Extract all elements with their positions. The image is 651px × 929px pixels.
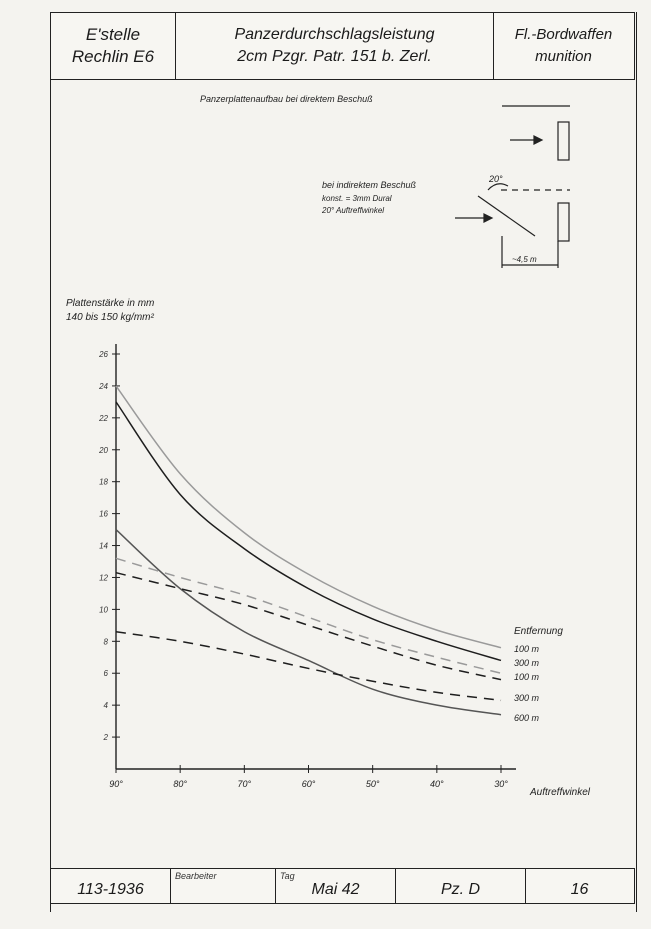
series-line-6 [116,632,501,701]
x-tick-label: 70° [237,779,252,789]
bearbeiter-label: Bearbeiter [175,871,217,881]
code-value: Pz. D [440,881,481,898]
y-tick-label: 10 [99,605,108,615]
plot-area [98,344,516,789]
x-tick-label: 90° [109,779,123,789]
y-tick-label: 4 [103,701,108,711]
category-line2: munition [535,48,592,65]
indirect-arrowhead [484,214,492,222]
tag-label: Tag [280,871,295,881]
direct-arrowhead [534,136,542,144]
indirect-plate [558,203,569,241]
org-line2: Rechlin E6 [71,47,155,66]
y-tick-label: 12 [99,573,108,583]
y-tick-label: 8 [103,637,108,647]
distance-label: ~4,5 m [512,255,537,264]
y-tick-label: 26 [99,350,108,359]
y-tick-label: 16 [99,509,108,519]
legend-entry-3: 100 m [514,672,540,682]
y-tick-label: 22 [99,413,108,423]
series-line-2 [116,402,501,661]
angle-label: 20° [489,174,503,184]
series-line-1 [116,386,501,648]
legend-entry-2: 300 m [514,658,540,668]
x-tick-label: 30° [494,779,508,789]
date-cell [276,869,396,903]
x-tick-label: 60° [301,779,316,789]
footer-block [50,868,635,904]
angle-arc [488,184,508,190]
armor-sketch [455,106,570,268]
page-number: 16 [570,881,589,898]
series-line-4 [116,558,501,673]
title-line2: 2cm Pzgr. Patr. 151 b. Zerl. [237,48,432,65]
title-line1: Panzerdurchschlagsleistung [234,26,435,43]
x-axis-label: Auftreffwinkel [530,787,591,798]
direct-label: Panzerplattenaufbau bei direktem Beschuß [200,94,373,104]
legend-entry-1: 100 m [514,644,540,654]
code-cell [396,869,526,903]
indirect-label: bei indirektem Beschuß [322,180,417,190]
doc-number: 113-1936 [77,881,144,898]
legend-entry-4: 300 m [514,693,540,703]
y-axis-label-1: Plattenstärke in mm [66,298,155,309]
org-line1: E'stelle [85,25,141,44]
date-value: Mai 42 [311,881,360,898]
legend-entry-5: 600 m [514,713,540,723]
indirect-line2: konst. = 3mm Dural [322,194,392,203]
doc-number-cell [51,869,171,903]
y-tick-label: 6 [103,669,108,679]
page-cell [526,869,633,903]
y-tick-label: 2 [103,733,108,743]
y-tick-label: 18 [99,477,108,487]
indirect-line3: 20° Auftreffwinkel [322,206,385,215]
legend-title: Entfernung [514,626,563,637]
bearbeiter-cell [171,869,276,903]
y-tick-label: 20 [99,445,108,455]
y-tick-label: 24 [99,381,108,391]
y-tick-label: 14 [99,541,108,551]
direct-plate [558,122,569,160]
x-tick-label: 50° [365,779,380,789]
series-line-3 [116,530,501,715]
y-axis-label-2: 140 bis 150 kg/mm² [66,312,154,323]
x-tick-label: 40° [430,779,444,789]
x-tick-label: 80° [173,779,187,789]
category-line1: Fl.-Bordwaffen [514,26,613,43]
